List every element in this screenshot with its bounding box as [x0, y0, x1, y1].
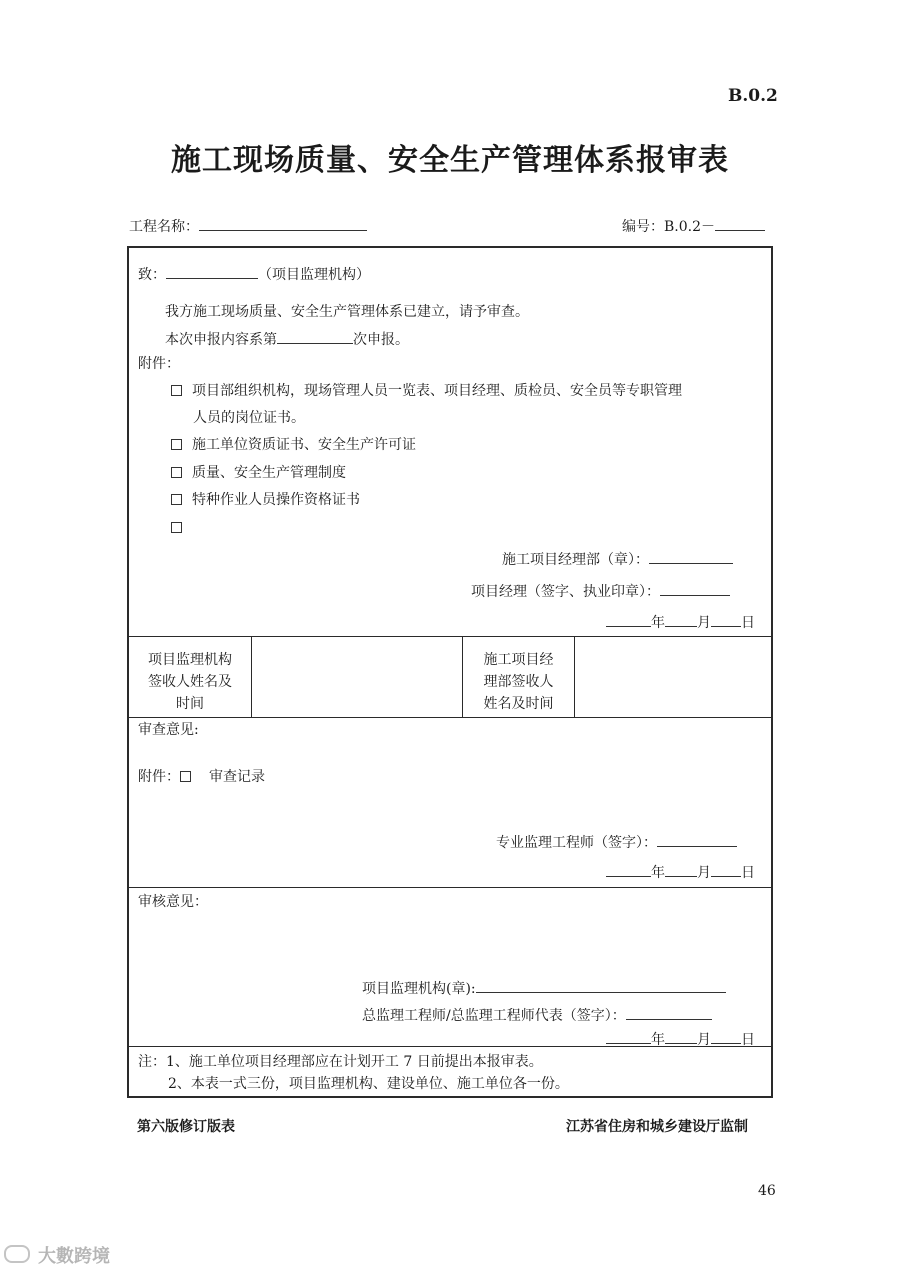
issuer-label: 江苏省住房和城乡建设厅监制	[566, 1119, 748, 1135]
review-attachment-row	[138, 768, 265, 786]
to-suffix: （项目监理机构）	[258, 267, 370, 283]
dept-seal-label: 施工项目经理部（章）：	[502, 552, 649, 568]
chief-sign-field[interactable]	[626, 1005, 712, 1020]
chief-sign-row	[362, 1005, 712, 1025]
submission-count-row	[165, 329, 409, 349]
attachment-checkbox[interactable]	[171, 385, 182, 396]
day-field[interactable]	[711, 612, 741, 627]
project-name-row	[129, 216, 367, 236]
watermark-logo-icon	[4, 1245, 30, 1263]
engineer-sign-field[interactable]	[657, 832, 737, 847]
approval-opinion-field[interactable]	[138, 916, 758, 966]
dept-seal-field[interactable]	[649, 549, 733, 564]
org-seal-label: 项目监理机构(章):	[362, 981, 476, 997]
form-code: B.0.2	[728, 86, 778, 106]
year-field[interactable]	[606, 612, 651, 627]
edition-label: 第六版修订版表	[137, 1119, 235, 1135]
attachment-item	[171, 464, 346, 482]
page-title: 施工现场质量、安全生产管理体系报审表	[171, 143, 729, 178]
day-label: 日	[741, 865, 755, 881]
review-attachment-checkbox[interactable]	[180, 771, 191, 782]
attachment-checkbox[interactable]	[171, 439, 182, 450]
review-attachment-label: 附件：	[138, 769, 180, 785]
attachment-continuation: 人员的岗位证书。	[193, 410, 305, 426]
attachment-label: 项目部组织机构，现场管理人员一览表、项目经理、质检员、安全员等专职管理	[192, 383, 682, 399]
engineer-sign-label: 专业监理工程师（签字）：	[496, 835, 657, 851]
month-label: 月	[697, 615, 711, 631]
submission-count-field[interactable]	[277, 329, 353, 344]
month-field[interactable]	[665, 612, 697, 627]
month-label: 月	[697, 865, 711, 881]
org-seal-field[interactable]	[476, 978, 726, 993]
year-label: 年	[651, 615, 665, 631]
dept-seal-row	[502, 549, 733, 569]
day-field[interactable]	[711, 862, 741, 877]
review-opinion-field[interactable]	[138, 743, 758, 763]
manager-sign-row	[471, 581, 730, 601]
supervisor-receipt-label: 项目监理机构 签收人姓名及 时间	[148, 652, 232, 712]
attachment-label: 施工单位资质证书、安全生产许可证	[192, 437, 416, 453]
engineer-sign-row	[496, 832, 737, 852]
attachment-item	[171, 491, 360, 509]
day-field[interactable]	[711, 1029, 741, 1044]
submission-prefix: 本次申报内容系第	[165, 332, 277, 348]
declaration-line: 我方施工现场质量、安全生产管理体系已建立，请予审查。	[165, 304, 529, 320]
approval-opinion-label: 审核意见：	[138, 894, 208, 910]
attachment-item-blank	[171, 519, 192, 537]
submission-suffix: 次申报。	[353, 332, 409, 348]
page-number: 46	[758, 1183, 776, 1199]
attachment-label: 特种作业人员操作资格证书	[192, 492, 360, 508]
year-field[interactable]	[606, 1029, 651, 1044]
year-field[interactable]	[606, 862, 651, 877]
project-name-label: 工程名称：	[129, 219, 199, 235]
manager-sign-label: 项目经理（签字、执业印章）：	[471, 584, 660, 600]
year-label: 年	[651, 865, 665, 881]
attachment-item	[171, 382, 682, 400]
supervisor-receipt-field[interactable]	[252, 637, 462, 717]
month-label: 月	[697, 1032, 711, 1048]
note-line: 2、本表一式三份，项目监理机构、建设单位、施工单位各一份。	[168, 1076, 569, 1092]
attachment-checkbox[interactable]	[171, 522, 182, 533]
date-row	[606, 862, 755, 882]
attachment-checkbox[interactable]	[171, 494, 182, 505]
contractor-receipt-label: 施工项目经 理部签收人 姓名及时间	[483, 652, 554, 712]
watermark-text: 大數跨境	[38, 1246, 110, 1267]
org-seal-row	[362, 978, 726, 998]
attachments-label: 附件：	[138, 356, 180, 372]
date-row	[606, 612, 755, 632]
attachment-label: 质量、安全生产管理制度	[192, 465, 346, 481]
serial-number-label: 编号：B.0.2－	[622, 219, 716, 235]
day-label: 日	[741, 615, 755, 631]
note-line: 注：1、施工单位项目经理部应在计划开工 7 日前提出本报审表。	[138, 1054, 543, 1070]
manager-sign-field[interactable]	[660, 581, 730, 596]
contractor-receipt-field[interactable]	[575, 637, 771, 717]
review-opinion-label: 审查意见:	[138, 722, 199, 738]
day-label: 日	[741, 1032, 755, 1048]
project-name-field[interactable]	[199, 216, 367, 231]
to-label: 致：	[138, 267, 166, 283]
watermark	[12, 1242, 110, 1268]
attachment-checkbox[interactable]	[171, 467, 182, 478]
addressee-row	[138, 264, 370, 284]
addressee-field[interactable]	[166, 264, 258, 279]
divider	[129, 887, 771, 888]
month-field[interactable]	[665, 862, 697, 877]
review-record-label: 审查记录	[209, 769, 265, 785]
date-row	[606, 1029, 755, 1049]
form-table	[127, 246, 773, 1098]
serial-number-field[interactable]	[715, 216, 765, 231]
serial-number-row	[622, 216, 765, 236]
month-field[interactable]	[665, 1029, 697, 1044]
attachment-item	[171, 436, 416, 454]
divider	[129, 717, 771, 718]
chief-sign-label: 总监理工程师/总监理工程师代表（签字）：	[362, 1008, 626, 1024]
year-label: 年	[651, 1032, 665, 1048]
